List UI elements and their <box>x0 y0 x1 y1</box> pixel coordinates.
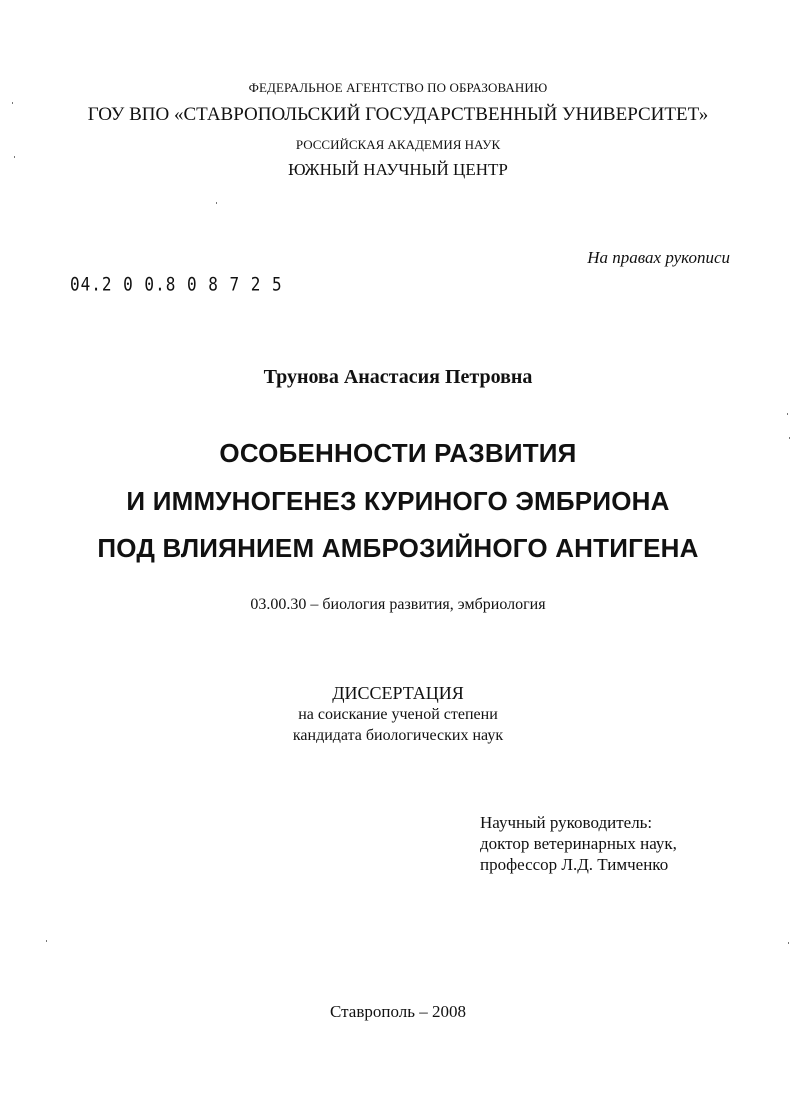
city-year: Ставрополь – 2008 <box>330 1002 466 1021</box>
degree-line-2: кандидата биологических наук <box>292 727 504 744</box>
specialty-code: 03.00.30 – биология развития, эмбриология <box>250 596 546 613</box>
supervisor-block <box>480 812 677 875</box>
scan-speck <box>216 202 217 204</box>
scan-speck <box>14 156 15 158</box>
supervisor-degree: доктор ветеринарных наук, <box>480 834 677 853</box>
thesis-title-line-1: ОСОБЕННОСТИ РАЗВИТИЯ <box>219 438 577 468</box>
scan-speck <box>787 413 788 415</box>
author-name: Трунова Анастасия Петровна <box>263 366 533 388</box>
degree-line-1: на соискание ученой степени <box>298 706 498 723</box>
manuscript-rights-note: На правах рукописи <box>587 248 730 267</box>
scan-speck <box>46 940 47 942</box>
scan-speck <box>789 437 790 439</box>
academy-name: РОССИЙСКАЯ АКАДЕМИЯ НАУК <box>295 137 501 152</box>
supervisor-name: профессор Л.Д. Тимченко <box>480 855 669 874</box>
scan-speck <box>788 942 789 944</box>
thesis-title-line-2: И ИММУНОГЕНЕЗ КУРИНОГО ЭМБРИОНА <box>126 486 670 516</box>
thesis-title-line-3: ПОД ВЛИЯНИЕМ АМБРОЗИЙНОГО АНТИГЕНА <box>97 533 699 563</box>
registration-number: 04.2 0 0.8 0 8 7 2 5 <box>70 273 283 295</box>
agency-name: ФЕДЕРАЛЬНОЕ АГЕНТСТВО ПО ОБРАЗОВАНИЮ <box>248 80 548 95</box>
research-center-name: ЮЖНЫЙ НАУЧНЫЙ ЦЕНТР <box>288 160 508 179</box>
university-name: ГОУ ВПО «СТАВРОПОЛЬСКИЙ ГОСУДАРСТВЕННЫЙ УНИВЕРСИТЕТ» <box>87 104 709 125</box>
document-type: ДИССЕРТАЦИЯ <box>332 683 464 703</box>
supervisor-label: Научный руководитель: <box>480 813 653 832</box>
scan-speck <box>12 102 13 104</box>
